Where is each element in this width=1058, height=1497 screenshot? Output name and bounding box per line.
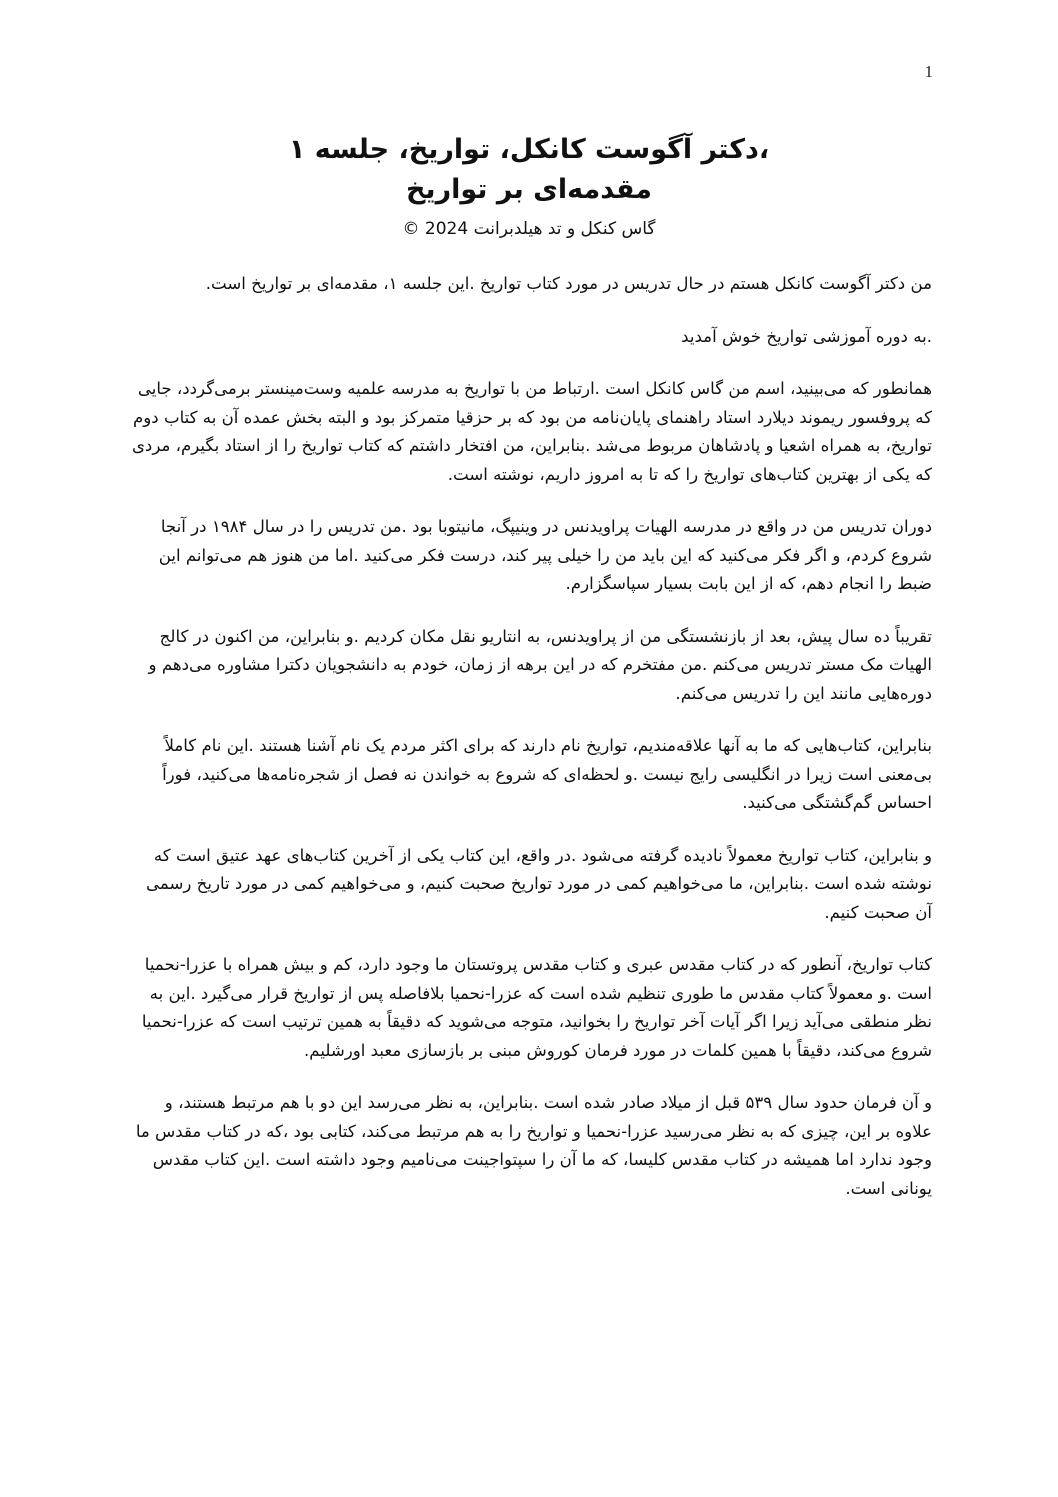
paragraph-3: همانطور که می‌بینید، اسم من گاس کانکل است .ارتباط من با تواریخ به مدرسه علمیه وست‌مینستر برمی‌گردد، جایی که پروفسور ریموند دیلارد استاد راهنمای پایان‌نامه من بود که بر حزقیا متمرکز بود و البته بخش عمده آن به کتاب دوم تواریخ، به همراه اشعیا و پادشاهان مربوط می‌شد .بنابراین، من افتخار داشتم که کتاب تواریخ را از استاد بگیرم، مردی که یکی از بهترین کتاب‌های تواریخ را که تا به امروز داریم، نوشته است.: [131, 379, 932, 484]
paragraph-9: و آن فرمان حدود سال ۵۳۹ قبل از میلاد صادر شده است .بنابراین، به نظر می‌رسد این دو با هم مرتبط هستند، و علاوه بر این، چیزی که به نظر می‌رسید عزرا-نحمیا و تواریخ را به هم مرتبط می‌کند، کتابی بود ،که در کتاب مقدس ما وجود ندارد اما همیشه در کتاب مقدس کلیسا، که ما آن را سپتواجینت می‌نامیم وجود داشته است .این کتاب مقدس یونانی است.: [135, 1093, 932, 1198]
document-body: [126, 270, 932, 1227]
paragraph-6: بنابراین، کتاب‌هایی که ما به آنها علاقه‌مندیم، تواریخ نام دارند که برای اکثر مردم یک نام آشنا هستند .این نام کاملاً بی‌معنی است زیرا در انگلیسی رایج نیست .و لحظه‌ای که شروع به خواندن نه فصل از شجره‌نامه‌ها می‌کنید، فوراً احساس گم‌گشتگی می‌کنید.: [162, 736, 932, 812]
paragraph-1: من دکتر آگوست کانکل هستم در حال تدریس در مورد کتاب تواریخ .این جلسه ۱، مقدمه‌ای بر تواریخ است.: [205, 274, 932, 293]
paragraph-7: و بنابراین، کتاب تواریخ معمولاً نادیده گرفته می‌شود .در واقع، این کتاب یکی از آخرین کتاب‌های عهد عتیق است که نوشته شده است .بنابراین، ما می‌خواهیم کمی در مورد تواریخ صحبت کنیم، و می‌خواهیم کمی در مورد تاریخ رسمی آن صحبت کنیم.: [146, 845, 932, 922]
paragraph-5: تقریباً ده سال پیش، بعد از بازنشستگی من از پراویدنس، به انتاریو نقل مکان کردیم .و بنابراین، من اکنون در کالج الهیات مک مستر تدریس می‌کنم .من مفتخرم که در این برهه از زمان، خودم به دانشجویان دکترا مشاوره می‌دهم و دوره‌هایی مانند این را تدریس می‌کنم.: [148, 626, 932, 703]
document-header: [0, 130, 1058, 242]
copyright-line: گاس کنکل و تد هیلدبرانت 2024 ©: [402, 219, 656, 239]
paragraph-2: .به دوره آموزشی تواریخ خوش آمدید: [681, 326, 932, 346]
page-number: 1: [924, 62, 933, 81]
paragraph-8: کتاب تواریخ، آنطور که در کتاب مقدس عبری و کتاب مقدس پروتستان ما وجود دارد، کم و بیش همراه با عزرا-نحمیا است .و معمولاً کتاب مقدس ما طوری تنظیم شده است که عزرا-نحمیا بلافاصله پس از تواریخ قرار می‌گیرد .این به نظر منطقی می‌آید زیرا اگر آیات آخر تواریخ را بخوانید، متوجه می‌شوید که دقیقاً به همین ترتیب است که عزرا-نحمیا شروع می‌کند، دقیقاً با همین کلمات در مورد فرمان کوروش مبنی بر بازسازی معبد اورشلیم.: [141, 955, 932, 1060]
document-title-line-1: ،دکتر آگوست کانکل، تواریخ، جلسه ۱: [288, 134, 770, 165]
document-title-line-2: مقدمه‌ای بر تواریخ: [405, 174, 653, 205]
paragraph-4: دوران تدریس من در واقع در مدرسه الهیات پراویدنس در وینیپگ، مانیتوبا بود .من تدریس را در سال ۱۹۸۴ در آنجا شروع کردم، و اگر فکر می‌کنید که این باید من را خیلی پیر کند، درست فکر می‌کنید .اما من هنوز هم می‌توانم این ضبط را انجام دهم، که از این بابت بسیار سپاسگزارم.: [158, 517, 932, 593]
